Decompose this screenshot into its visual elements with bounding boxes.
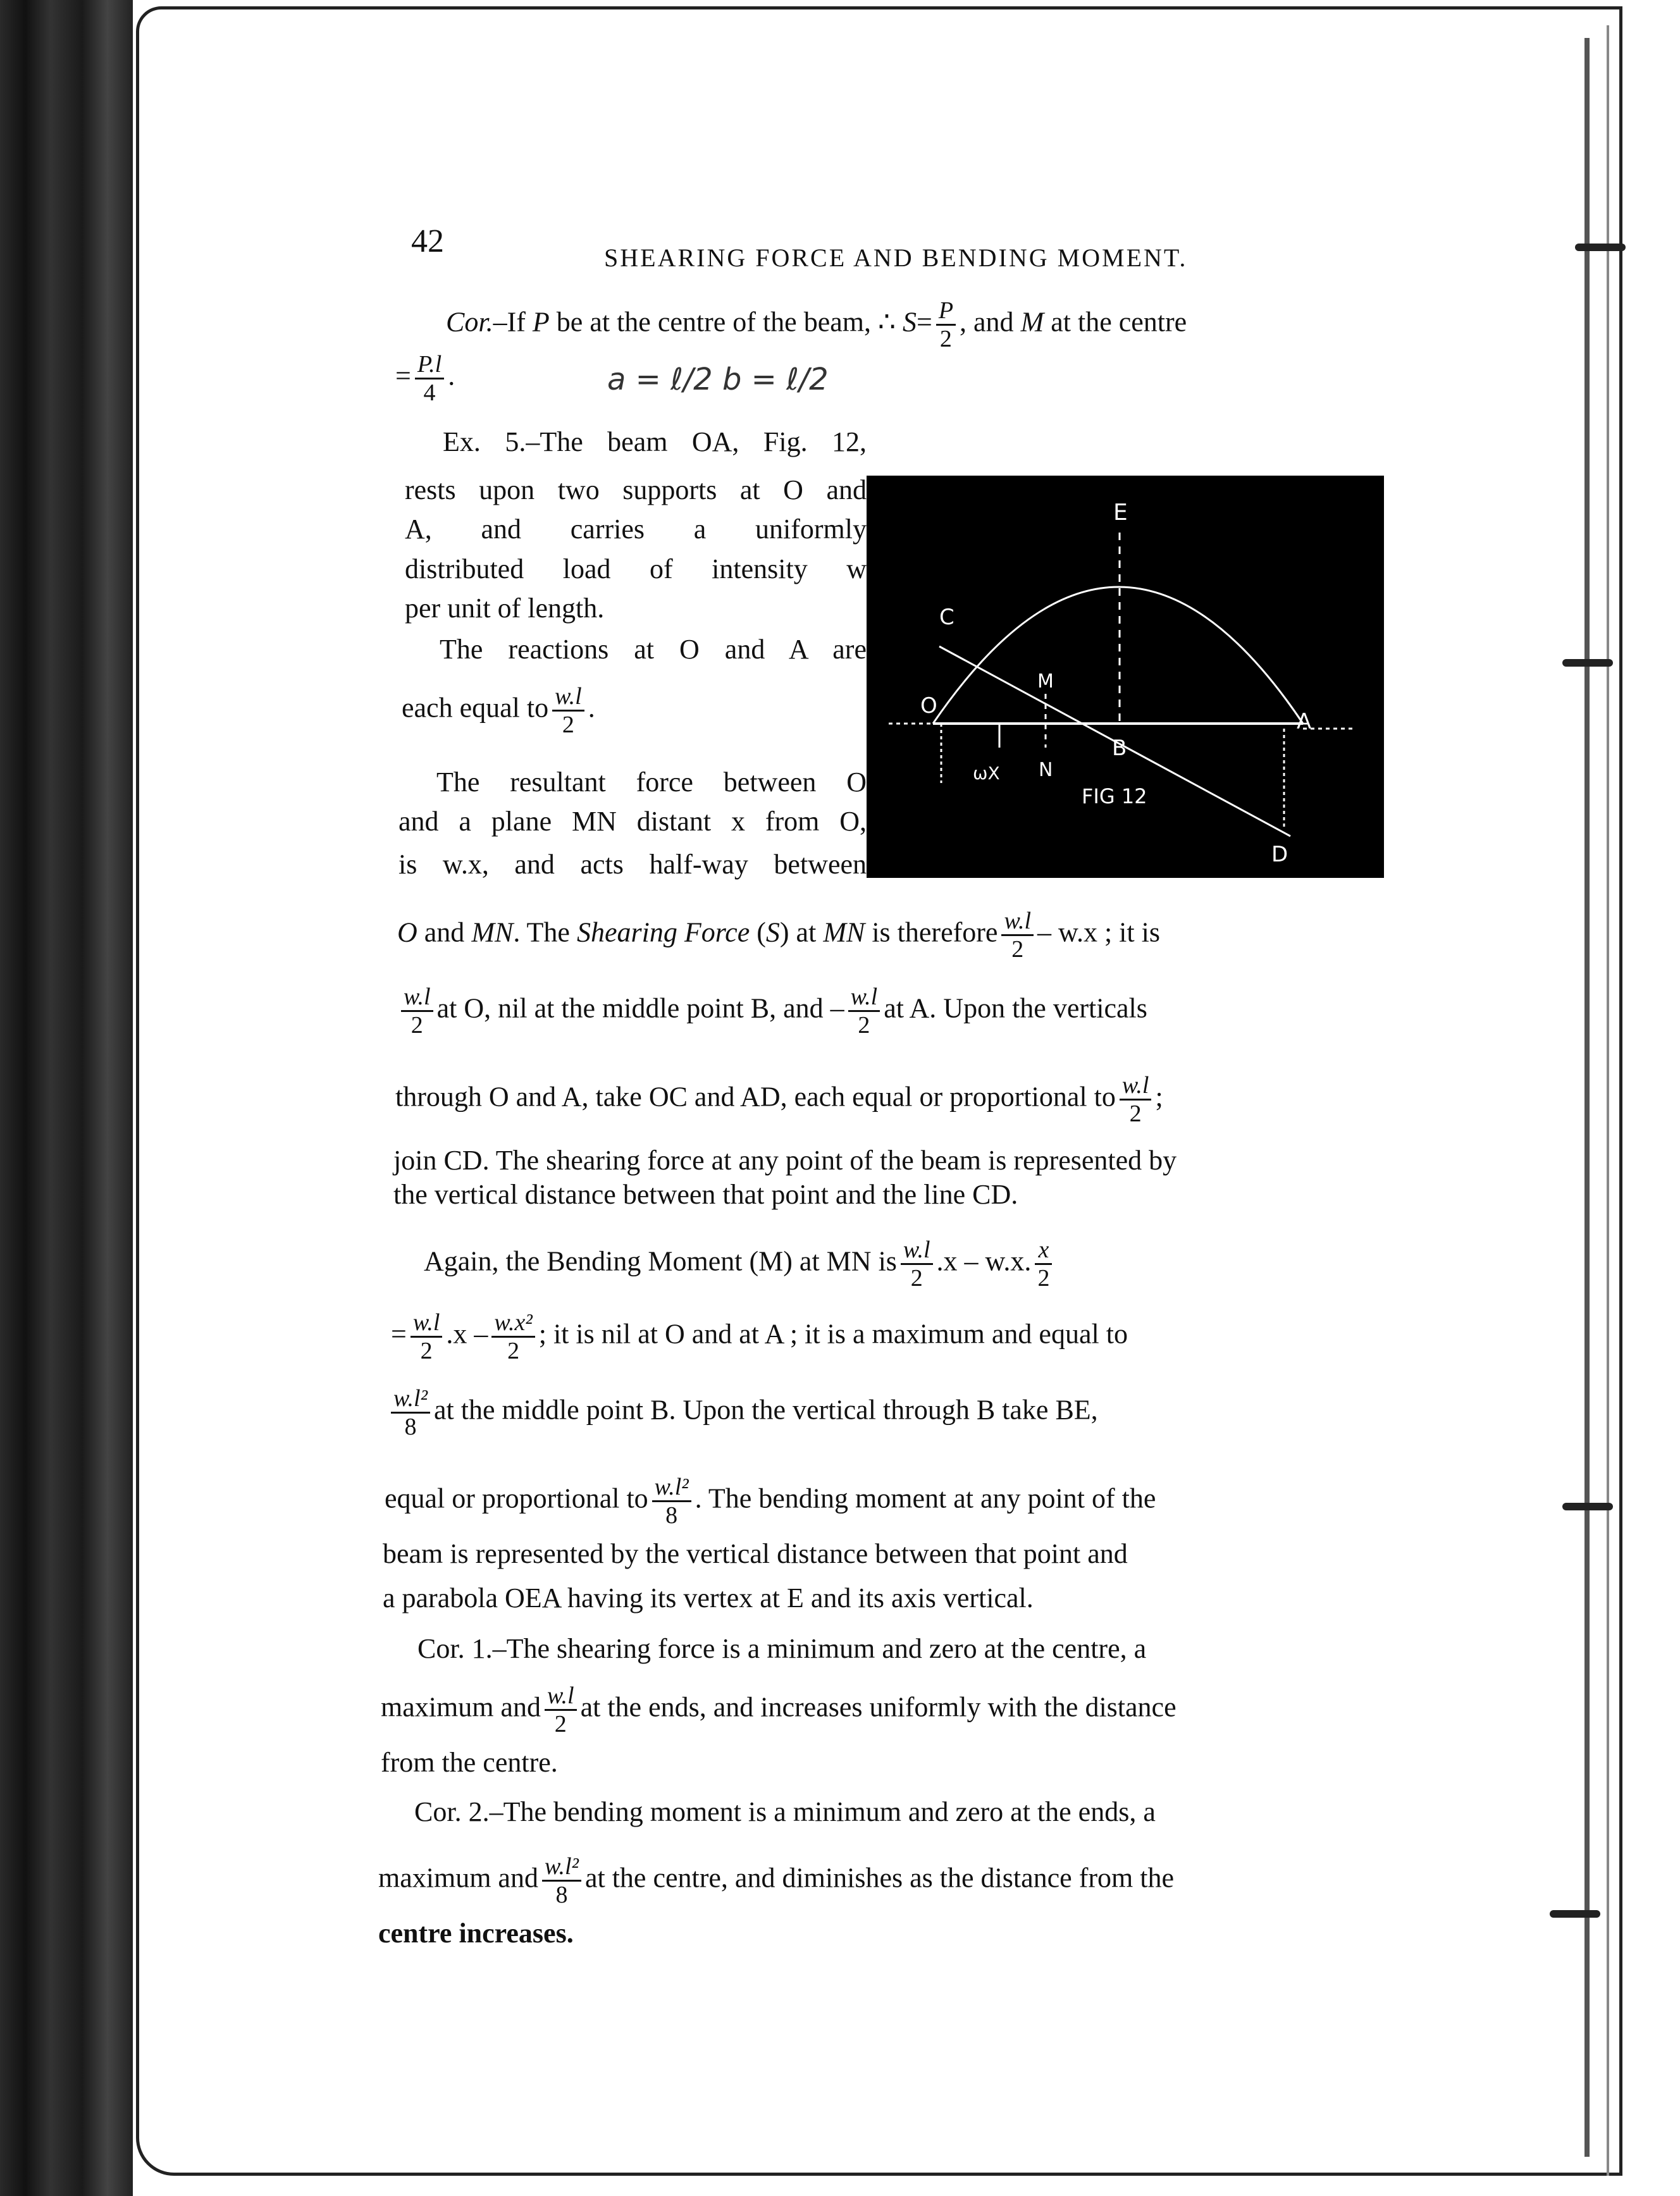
running-head: SHEARING FORCE AND BENDING MOMENT. <box>604 244 1188 272</box>
text-line: a parabola OEA having its vertex at E and its axis vertical. <box>383 1582 1034 1613</box>
text-line: the vertical distance between that point and the line CD. <box>393 1179 1018 1210</box>
figure-caption: FIG 12 <box>1082 784 1147 808</box>
text-line: A, and carries a uniformly <box>405 514 867 545</box>
label-m: M <box>1037 670 1054 693</box>
fraction: $\frac{w.l}{2}$ <box>545 1682 577 1737</box>
fraction: $\frac{x}{2}$ <box>1035 1237 1052 1292</box>
fraction: $\frac{P}{2}$ <box>936 297 956 352</box>
text-line: Cor. 2.–The bending moment is a minimum and zero at the ends, a <box>414 1796 1156 1827</box>
text-line: beam is represented by the vertical distance between that point and <box>383 1538 1128 1569</box>
text-line: = $\frac{w.l}{2}$ .x – $\frac{\text{w.x²}}{2}$ ; it is nil at O and at A ; it is a maximum and equal to <box>391 1309 1128 1364</box>
text-line: The reactions at O and A are <box>440 634 867 665</box>
label-e: E <box>1113 500 1128 526</box>
text-line: The resultant force between O <box>436 767 867 798</box>
label-d: D <box>1271 842 1288 867</box>
text-line: $\frac{\text{w.l²}}{8}$ at the middle point B. Upon the vertical through B take BE, <box>387 1385 1374 1440</box>
edge-mark <box>1562 659 1613 667</box>
text-line: equal or proportional to $\frac{\text{w.l²}}{8}$ . The bending moment at any point of the <box>385 1474 1156 1529</box>
fraction: $\frac{\text{w.l²}}{8}$ <box>542 1853 581 1908</box>
text-line: and a plane MN distant x from O, <box>398 806 867 837</box>
label-n: N <box>1039 759 1053 781</box>
fraction: $\frac{w.l}{2}$ <box>552 683 584 738</box>
label-b: B <box>1112 736 1127 761</box>
text-line: maximum and $\frac{w.l}{2}$ at the ends, and increases uniformly with the distance <box>381 1682 1177 1737</box>
text-line: each equal to $\frac{w.l}{2}$ . <box>402 683 595 738</box>
text-line: O and MN. The Shearing Force (S) at MN is therefore $\frac{w.l}{2}$ – w.x ; it is <box>397 908 1160 963</box>
text-line: rests upon two supports at O and <box>405 474 867 505</box>
fraction: $\frac{\text{w.l²}}{8}$ <box>391 1385 430 1440</box>
page-edge <box>1584 38 1590 2157</box>
text-line: is w.x, and acts half-way between <box>398 849 867 880</box>
text-line: = $\frac{P.l}{4}$ . <box>395 351 455 406</box>
figure-12 <box>867 476 1384 878</box>
text-line: Again, the Bending Moment (M) at MN is $\frac{w.l}{2}$ .x – w.x. $\frac{x}{2}$ <box>424 1237 1379 1292</box>
fraction: $\frac{w.l}{2}$ <box>1120 1072 1152 1127</box>
fraction: $\frac{P.l}{4}$ <box>415 351 444 406</box>
fraction: $\frac{w.l}{2}$ <box>848 984 880 1039</box>
text-line: join CD. The shearing force at any point of the beam is represented by <box>393 1145 1177 1176</box>
figure-diagram <box>867 476 1384 878</box>
text-line: Cor.–If P be at the centre of the beam, ∴ S= $\frac{P}{2}$ , and M at the centre <box>446 297 1187 352</box>
text-line: from the centre. <box>381 1747 558 1778</box>
label-o: O <box>920 693 937 719</box>
edge-mark <box>1575 244 1626 251</box>
page-number: 42 <box>411 223 444 259</box>
text-line: Ex. 5.–The beam OA, Fig. 12, <box>443 426 867 457</box>
label-a: A <box>1297 709 1312 734</box>
text-line: centre increases. <box>378 1918 574 1949</box>
edge-mark <box>1562 1503 1613 1510</box>
fraction: $\frac{w.l}{2}$ <box>411 1309 443 1364</box>
text-line: distributed load of intensity w <box>405 553 867 584</box>
label-wx: ωX <box>973 763 1000 784</box>
fraction: $\frac{w.l}{2}$ <box>401 984 433 1039</box>
text-line: per unit of length. <box>405 593 605 624</box>
parabola-oea <box>933 587 1303 724</box>
book-spine <box>0 0 133 2196</box>
text-line: $\frac{w.l}{2}$ at O, nil at the middle point B, and – $\frac{w.l}{2}$ at A. Upon the verticals <box>397 984 1384 1039</box>
text-line: through O and A, take OC and AD, each equal or proportional to $\frac{w.l}{2}$ ; <box>395 1072 1163 1127</box>
text-line: Cor. 1.–The shearing force is a minimum and zero at the centre, a <box>417 1633 1147 1664</box>
text-line: maximum and $\frac{\text{w.l²}}{8}$ at the centre, and diminishes as the distance from the <box>378 1853 1174 1908</box>
pencil-annotation: a = ℓ/2 b = ℓ/2 <box>607 362 829 397</box>
fraction: $\frac{w.l}{2}$ <box>901 1237 933 1292</box>
fraction: $\frac{w.l}{2}$ <box>1001 908 1034 963</box>
page-edge <box>1607 25 1609 2176</box>
edge-mark <box>1550 1910 1600 1918</box>
fraction: $\frac{\text{w.l²}}{8}$ <box>652 1474 691 1529</box>
fraction: $\frac{\text{w.x²}}{2}$ <box>491 1309 534 1364</box>
label-c: C <box>939 605 954 630</box>
